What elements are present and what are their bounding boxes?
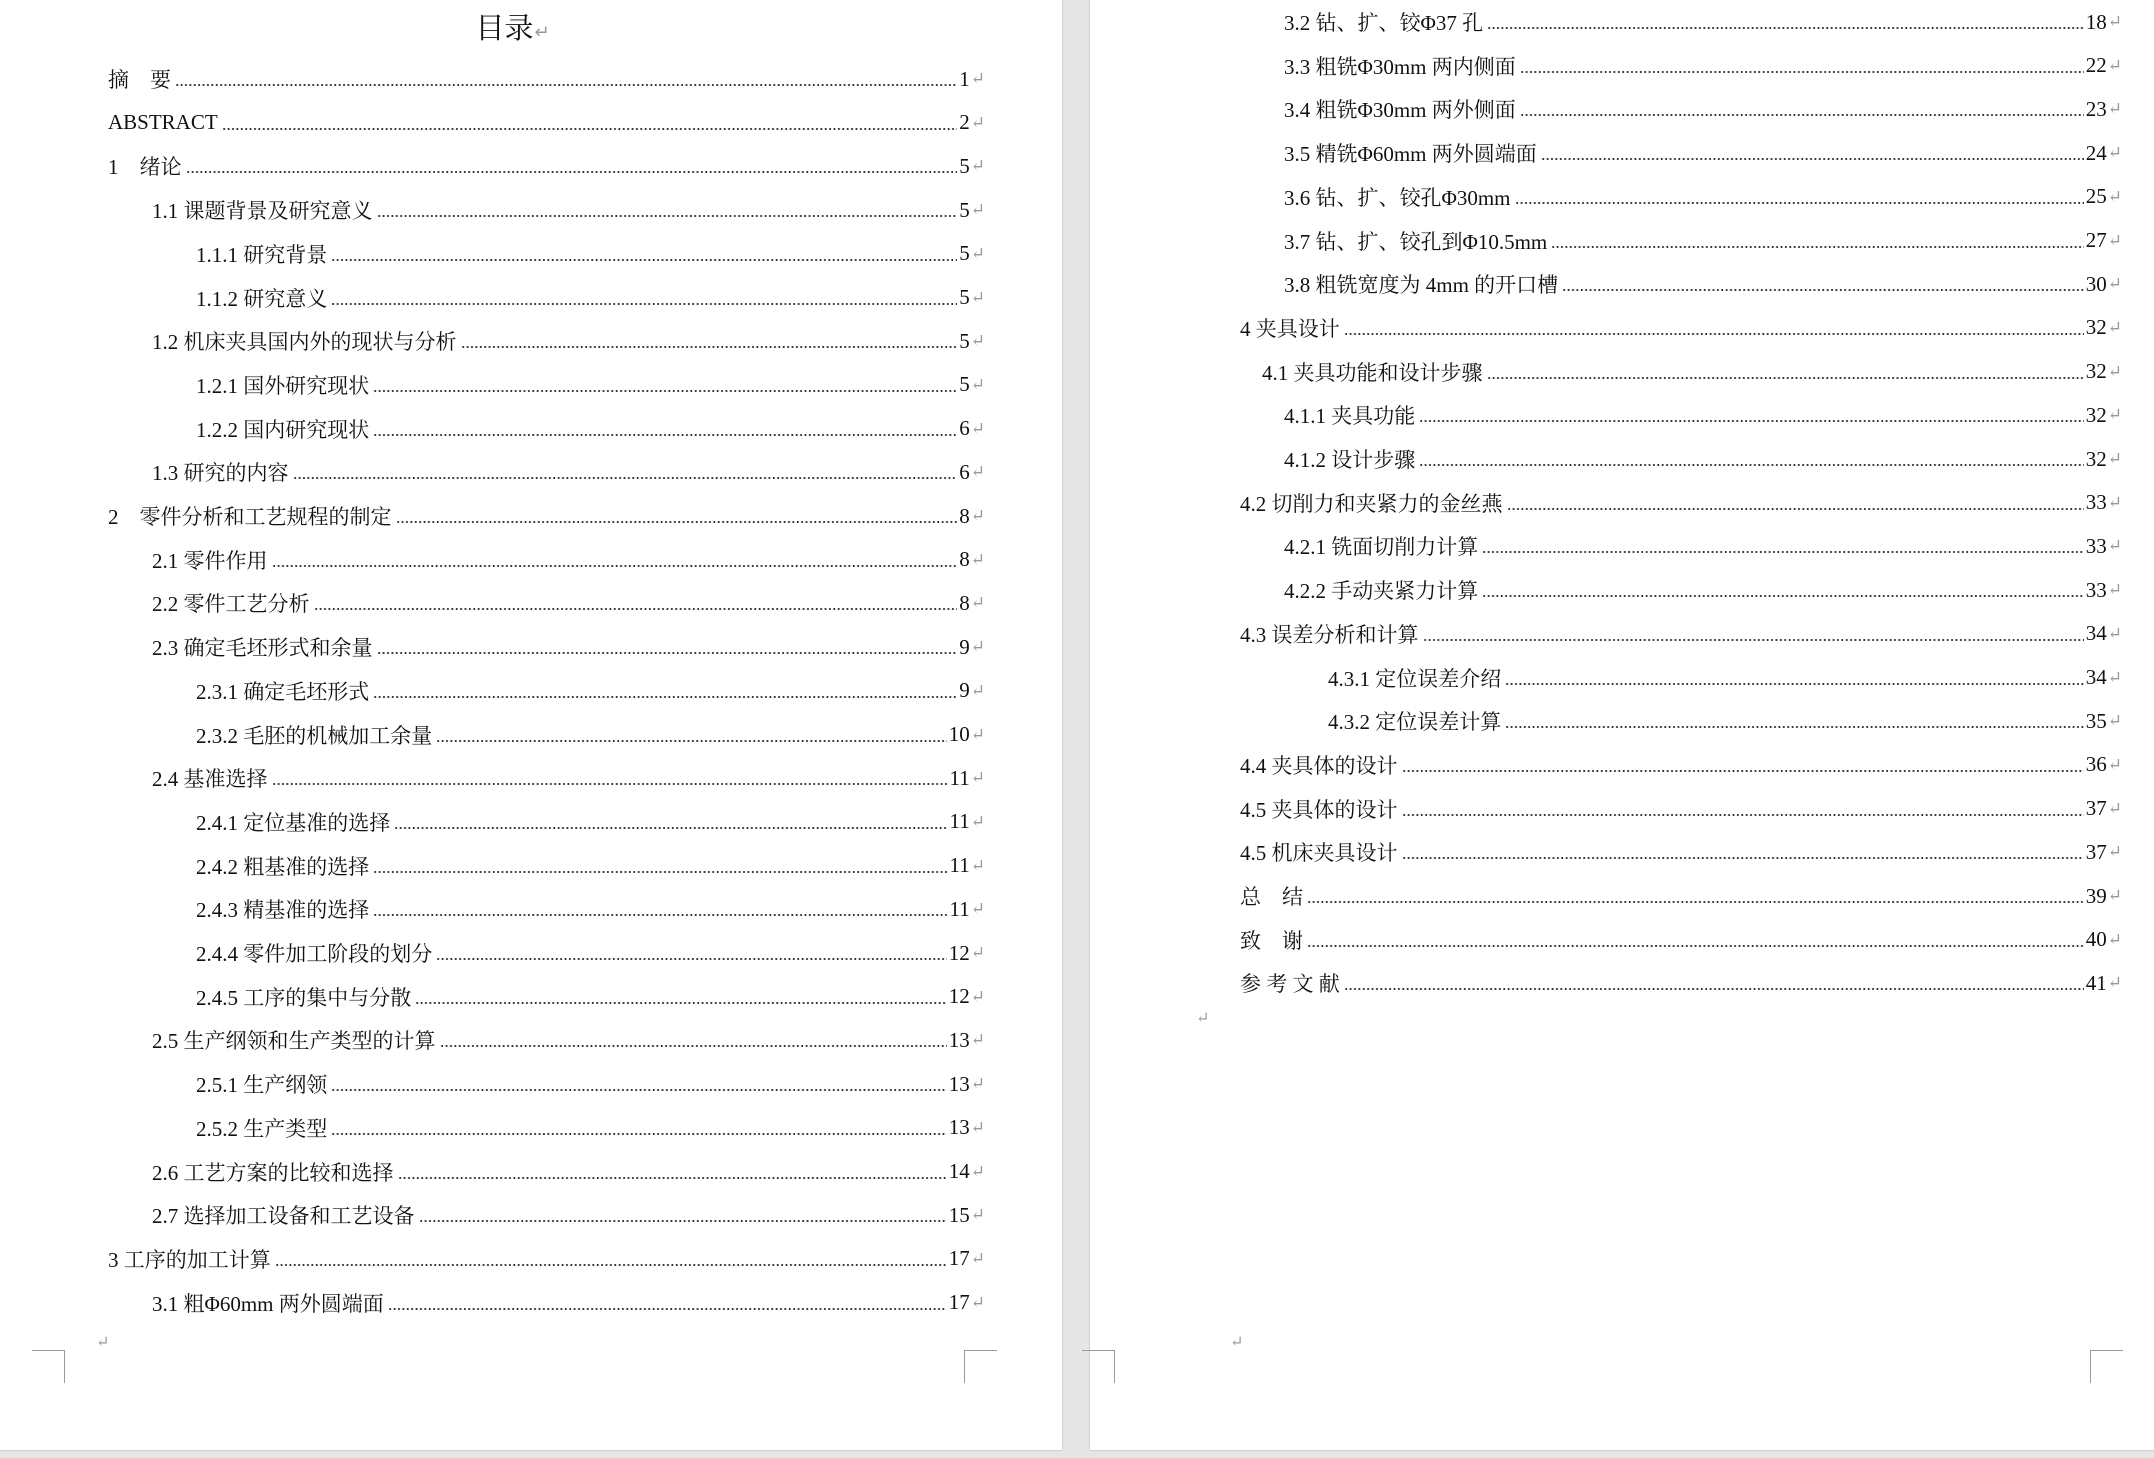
toc-dot-leader	[1520, 113, 2084, 117]
document-page-right	[1090, 0, 2154, 1450]
toc-dot-leader	[419, 1219, 947, 1223]
toc-entry-page-number: 40	[2085, 927, 2107, 952]
toc-entry-page-number: 12	[948, 984, 970, 1009]
toc-dot-leader	[373, 870, 947, 874]
toc-entry-page-number: 13	[948, 1115, 970, 1140]
toc-entry[interactable]	[1328, 656, 2122, 700]
toc-entry-label: 2.3.2 毛胚的机械加工余量	[196, 723, 433, 748]
paragraph-mark: ↵	[2107, 973, 2122, 993]
margin-corner-mark	[1082, 1350, 1115, 1383]
toc-entry-label: 4.4 夹具体的设计	[1240, 753, 1398, 778]
toc-dot-leader	[186, 170, 958, 174]
paragraph-mark: ↵	[970, 986, 985, 1006]
toc-entry[interactable]	[152, 538, 985, 582]
toc-entry-page-number: 11	[949, 896, 970, 921]
toc-entry-label: 4.1.1 夹具功能	[1284, 404, 1416, 429]
toc-entry[interactable]	[108, 101, 985, 145]
toc-entry-label: 4.3 误差分析和计算	[1240, 622, 1419, 647]
margin-corner-mark	[32, 1350, 65, 1383]
paragraph-mark: ↵	[2107, 99, 2122, 119]
toc-entry-page-number: 5	[959, 241, 970, 266]
paragraph-mark: ↵	[970, 1074, 985, 1094]
toc-entry-page-number: 11	[949, 853, 970, 878]
toc-entry-page-number: 35	[2085, 708, 2107, 733]
toc-entry-page-number: 5	[959, 197, 970, 222]
toc-entry[interactable]	[1240, 830, 2122, 874]
toc-entry-label: 3.1 粗Φ60mm 两外圆端面	[152, 1291, 384, 1316]
toc-entry[interactable]	[196, 713, 985, 757]
toc-entry[interactable]	[196, 407, 985, 451]
toc-entry-label: 3.8 粗铣宽度为 4mm 的开口槽	[1284, 273, 1559, 298]
toc-dot-leader	[1344, 987, 2084, 991]
paragraph-mark: ↵	[970, 637, 985, 657]
toc-entry-page-number: 34	[2085, 621, 2107, 646]
toc-dot-leader	[1307, 944, 2084, 948]
toc-entry-page-number: 11	[949, 809, 970, 834]
toc-entry-page-number: 8	[959, 590, 970, 615]
toc-entry-label: 2.1 零件作用	[152, 548, 268, 573]
toc-entry-page-number: 5	[959, 328, 970, 353]
toc-entry[interactable]	[1284, 262, 2122, 306]
toc-entry-page-number: 13	[948, 1027, 970, 1052]
toc-dot-leader	[272, 782, 948, 786]
toc-dot-leader	[272, 564, 958, 568]
paragraph-mark: ↵	[2107, 623, 2122, 643]
toc-entry-label: 2.4.5 工序的集中与分散	[196, 985, 412, 1010]
paragraph-mark: ↵	[970, 1205, 985, 1225]
toc-entry-page-number: 27	[2085, 228, 2107, 252]
toc-entry-label: 1.1.2 研究意义	[196, 286, 328, 311]
toc-dot-leader	[436, 739, 947, 743]
toc-entry-page-number: 37	[2085, 796, 2107, 821]
toc-dot-leader	[1562, 288, 2084, 292]
toc-entry-label: 2.5.1 生产纲领	[196, 1073, 328, 1098]
paragraph-mark: ↵	[2107, 842, 2122, 862]
toc-entry[interactable]	[196, 887, 985, 931]
toc-dot-leader	[331, 1132, 947, 1136]
toc-entry-label: 2.4.3 精基准的选择	[196, 898, 370, 923]
paragraph-mark: ↵	[2107, 798, 2122, 818]
toc-entry-page-number: 13	[948, 1071, 970, 1096]
toc-entry-label: 3.3 粗铣Φ30mm 两内侧面	[1284, 54, 1516, 79]
toc-dot-leader	[1515, 201, 2084, 205]
paragraph-mark: ↵	[970, 462, 985, 482]
toc-entry-label: 2.5.2 生产类型	[196, 1116, 328, 1141]
toc-entry-page-number: 33	[2085, 490, 2107, 515]
toc-entry-page-number: 18	[2085, 9, 2107, 34]
toc-dot-leader	[373, 695, 957, 699]
toc-dot-leader	[331, 302, 957, 306]
paragraph-mark: ↵	[2107, 754, 2122, 774]
toc-entry-label: 1.1 课题背景及研究意义	[152, 199, 373, 224]
toc-entry-page-number: 32	[2085, 402, 2107, 427]
paragraph-mark: ↵	[970, 1117, 985, 1137]
toc-entry-page-number: 32	[2085, 446, 2107, 471]
paragraph-mark: ↵	[2107, 449, 2122, 468]
toc-entry[interactable]	[196, 1106, 985, 1150]
toc-dot-leader	[461, 345, 958, 349]
paragraph-mark: ↵	[2107, 55, 2122, 75]
toc-entry[interactable]	[196, 232, 985, 276]
toc-entry-label: 4.1 夹具功能和设计步骤	[1262, 360, 1483, 385]
toc-entry-page-number: 36	[2085, 752, 2107, 777]
toc-dot-leader	[1419, 463, 2084, 467]
toc-entry[interactable]	[1240, 306, 2122, 350]
toc-entry[interactable]	[1328, 699, 2122, 743]
toc-entry-label: 2.4.1 定位基准的选择	[196, 810, 391, 835]
toc-entry[interactable]	[1284, 44, 2122, 88]
paragraph-mark: ↵	[970, 1292, 985, 1312]
toc-entry[interactable]	[196, 844, 985, 888]
toc-entry[interactable]	[108, 494, 985, 538]
toc-entry[interactable]	[1240, 612, 2122, 656]
toc-entry[interactable]	[1284, 0, 2122, 44]
toc-entry-label: 4.5 夹具体的设计	[1240, 797, 1398, 822]
toc-dot-leader	[1482, 550, 2084, 554]
margin-corner-mark	[964, 1350, 997, 1383]
paragraph-mark: ↵	[970, 811, 985, 831]
toc-entry[interactable]	[1284, 568, 2122, 612]
toc-entry-label: 4.3.1 定位误差介绍	[1328, 666, 1502, 691]
toc-entry-page-number: 24	[2085, 140, 2107, 165]
paragraph-mark: ↵	[2107, 361, 2122, 381]
toc-dot-leader	[222, 127, 958, 131]
toc-entry-page-number: 6	[959, 416, 970, 441]
paragraph-mark: ↵	[970, 418, 985, 438]
toc-entry-label: 3.7 钻、扩、铰孔到Φ10.5mm	[1284, 229, 1548, 254]
toc-entry-label: 2.3 确定毛坯形式和余量	[152, 636, 373, 661]
toc-dot-leader	[1541, 157, 2084, 161]
toc-entry-label: 2.6 工艺方案的比较和选择	[152, 1160, 394, 1185]
toc-entry-label: 总 结	[1240, 885, 1303, 909]
toc-entry[interactable]	[196, 1062, 985, 1106]
toc-entry-label: 3.4 粗铣Φ30mm 两外侧面	[1284, 98, 1516, 123]
toc-dot-leader	[1344, 332, 2084, 336]
toc-dot-leader	[373, 433, 957, 437]
paragraph-mark: ↵	[2107, 317, 2122, 337]
toc-entry[interactable]	[1284, 175, 2122, 219]
paragraph-mark: ↵	[2107, 492, 2122, 512]
toc-entry-label: 2.5 生产纲领和生产类型的计算	[152, 1029, 436, 1054]
paragraph-mark: ↵	[970, 899, 985, 919]
paragraph-mark: ↵	[970, 680, 985, 700]
toc-dot-leader	[1402, 769, 2084, 773]
toc-entry[interactable]	[1240, 743, 2122, 787]
toc-entry-label: 2 零件分析和工艺规程的制定	[108, 505, 392, 529]
paragraph-mark: ↵	[970, 1161, 985, 1181]
toc-entry-page-number: 17	[948, 1290, 970, 1315]
paragraph-mark: ↵	[970, 112, 985, 132]
toc-entry[interactable]	[1284, 524, 2122, 568]
toc-dot-leader	[1402, 856, 2084, 860]
toc-entry[interactable]	[1284, 393, 2122, 437]
toc-dot-leader	[331, 1088, 947, 1092]
toc-entry-page-number: 32	[2085, 315, 2107, 340]
paragraph-mark: ↵	[970, 243, 985, 263]
toc-entry-page-number: 23	[2085, 96, 2107, 121]
toc-dot-leader	[388, 1307, 947, 1311]
toc-entry-page-number: 15	[948, 1202, 970, 1227]
toc-entry-page-number: 10	[948, 722, 970, 746]
toc-entry[interactable]	[196, 800, 985, 844]
toc-entry-label: 2.3.1 确定毛坯形式	[196, 679, 370, 704]
toc-entry[interactable]	[152, 756, 985, 800]
toc-entry-label: 1.2.2 国内研究现状	[196, 417, 370, 442]
toc-entry[interactable]	[1240, 961, 2122, 1005]
toc-entry-label: 4.1.2 设计步骤	[1284, 448, 1416, 472]
paragraph-mark: ↵	[970, 855, 985, 875]
toc-entry-page-number: 8	[959, 547, 970, 572]
toc-dot-leader	[1487, 376, 2084, 380]
toc-entry[interactable]	[1284, 87, 2122, 131]
toc-entry-label: 2.2 零件工艺分析	[152, 592, 310, 617]
toc-dot-leader	[377, 214, 958, 218]
toc-entry-label: 4.2.2 手动夹紧力计算	[1284, 579, 1479, 604]
paragraph-mark: ↵	[970, 593, 985, 613]
paragraph-mark: ↵	[970, 943, 985, 962]
paragraph-mark: ↵	[2107, 230, 2122, 250]
toc-dot-leader	[175, 83, 957, 87]
toc-entry[interactable]	[152, 581, 985, 625]
paragraph-mark: ↵	[2107, 536, 2122, 556]
toc-entry[interactable]	[152, 1150, 985, 1194]
paragraph-mark: ↵	[2107, 186, 2122, 206]
paragraph-mark: ↵	[2107, 405, 2122, 425]
toc-dot-leader	[1551, 245, 2083, 249]
toc-entry[interactable]	[152, 319, 985, 363]
paragraph-mark: ↵	[2107, 580, 2122, 600]
toc-entry-label: 2.7 选择加工设备和工艺设备	[152, 1204, 415, 1229]
toc-entry-label: 4.2 切削力和夹紧力的金丝燕	[1240, 491, 1503, 516]
paragraph-mark: ↵	[970, 768, 985, 788]
toc-dot-leader	[373, 913, 947, 917]
toc-entry-page-number: 37	[2085, 839, 2107, 864]
toc-entry[interactable]	[152, 188, 985, 232]
toc-entry-page-number: 33	[2085, 577, 2107, 602]
paragraph-mark: ↵	[970, 374, 985, 394]
toc-entry-page-number: 32	[2085, 359, 2107, 384]
toc-dot-leader	[1482, 594, 2084, 598]
toc-entry-label: 1.1.1 研究背景	[196, 242, 328, 267]
toc-dot-leader	[275, 1263, 947, 1267]
toc-entry[interactable]	[152, 625, 985, 669]
toc-entry-label: 2.4 基准选择	[152, 767, 268, 792]
toc-dot-leader	[1507, 507, 2084, 511]
toc-entry[interactable]	[1240, 787, 2122, 831]
toc-entry-page-number: 11	[949, 765, 970, 790]
toc-dot-leader	[314, 607, 958, 611]
toc-entry-page-number: 5	[959, 372, 970, 397]
toc-entry-label: 1 绪论	[108, 155, 182, 180]
toc-entry-page-number: 1	[959, 66, 970, 91]
toc-entry-page-number: 8	[959, 503, 970, 528]
toc-entry[interactable]	[108, 57, 985, 101]
toc-entry-label: 摘 要	[108, 68, 171, 92]
toc-entry[interactable]	[152, 1281, 985, 1325]
paragraph-mark: ↵	[970, 200, 985, 220]
toc-entry[interactable]	[1262, 350, 2122, 394]
toc-entry-page-number: 2	[959, 110, 970, 135]
paragraph-mark: ↵	[970, 287, 985, 307]
toc-dot-leader	[1505, 725, 2084, 729]
toc-entry-label: 4.3.2 定位误差计算	[1328, 710, 1502, 735]
paragraph-mark: ↵	[2107, 12, 2122, 31]
toc-dot-leader	[1423, 638, 2084, 642]
toc-entry-page-number: 6	[959, 459, 970, 484]
toc-dot-leader	[415, 1001, 947, 1005]
paragraph-mark: ↵	[1230, 1334, 1244, 1351]
toc-entry[interactable]	[152, 1193, 985, 1237]
toc-entry-label: 4 夹具设计	[1240, 316, 1340, 341]
toc-entry-page-number: 5	[959, 153, 970, 178]
toc-entry-page-number: 22	[2085, 53, 2107, 78]
paragraph-mark: ↵	[2107, 667, 2122, 687]
toc-dot-leader	[377, 651, 958, 655]
paragraph-mark: ↵	[2107, 274, 2122, 294]
paragraph-mark: ↵	[2107, 711, 2122, 731]
toc-entry-page-number: 12	[948, 940, 970, 965]
toc-entry-page-number: 39	[2085, 883, 2107, 908]
toc-entry[interactable]	[108, 144, 985, 188]
toc-entry[interactable]	[196, 363, 985, 407]
toc-entry-label: 3.5 精铣Φ60mm 两外圆端面	[1284, 142, 1537, 167]
toc-dot-leader	[1307, 900, 2084, 904]
toc-dot-leader	[1520, 70, 2084, 74]
toc-entry-page-number: 34	[2085, 665, 2107, 689]
toc-entry[interactable]	[152, 450, 985, 494]
paragraph-mark: ↵	[2107, 886, 2122, 905]
toc-entry[interactable]	[108, 1237, 985, 1281]
toc-entry-label: 3.6 钻、扩、铰孔Φ30mm	[1284, 185, 1511, 210]
toc-entry-label: 4.2.1 铣面切削力计算	[1284, 535, 1479, 560]
toc-title: 目录↵	[475, 11, 550, 45]
toc-entry-page-number: 17	[948, 1246, 970, 1271]
toc-entry-label: 3 工序的加工计算	[108, 1247, 271, 1272]
toc-entry-page-number: 14	[948, 1159, 970, 1183]
paragraph-mark: ↵	[96, 1334, 110, 1351]
toc-entry-label: 3.2 钻、扩、铰Φ37 孔	[1284, 11, 1484, 35]
paragraph-mark: ↵	[970, 1248, 985, 1268]
toc-entry[interactable]	[196, 276, 985, 320]
toc-entry-page-number: 9	[959, 678, 970, 703]
toc-dot-leader	[1419, 419, 2084, 423]
toc-entry-page-number: 9	[959, 634, 970, 659]
paragraph-mark: ↵	[970, 506, 985, 525]
toc-entry-page-number: 30	[2085, 271, 2107, 296]
toc-dot-leader	[394, 826, 947, 830]
toc-entry-label: 1.2 机床夹具国内外的现状与分析	[152, 330, 457, 355]
margin-corner-mark	[2090, 1350, 2123, 1383]
toc-entry[interactable]	[196, 975, 985, 1019]
toc-entry-label: 1.3 研究的内容	[152, 461, 289, 486]
paragraph-mark: ↵	[970, 724, 985, 744]
paragraph-mark: ↵	[970, 1030, 985, 1050]
toc-entry-label: ABSTRACT	[108, 110, 218, 135]
toc-entry[interactable]	[1284, 219, 2122, 263]
toc-entry-label: 2.4.4 零件加工阶段的划分	[196, 942, 433, 966]
toc-entry[interactable]	[196, 669, 985, 713]
toc-dot-leader	[331, 258, 957, 262]
toc-dot-leader	[396, 520, 958, 524]
toc-entry[interactable]	[1240, 481, 2122, 525]
toc-dot-leader	[373, 389, 957, 393]
paragraph-mark: ↵	[970, 156, 985, 176]
toc-entry[interactable]	[196, 931, 985, 975]
paragraph-mark: ↵	[970, 69, 985, 88]
toc-entry-label: 1.2.1 国外研究现状	[196, 373, 370, 398]
toc-entry-page-number: 5	[959, 285, 970, 309]
toc-entry[interactable]	[1284, 437, 2122, 481]
paragraph-mark: ↵	[970, 331, 985, 351]
toc-entry-page-number: 33	[2085, 533, 2107, 558]
toc-dot-leader	[1487, 26, 2084, 30]
paragraph-mark: ↵	[2107, 929, 2122, 949]
toc-entry[interactable]	[152, 1018, 985, 1062]
toc-entry-label: 致 谢	[1240, 928, 1303, 953]
toc-entry-label: 2.4.2 粗基准的选择	[196, 854, 370, 879]
paragraph-mark: ↵	[2107, 143, 2122, 163]
paragraph-mark: ↵	[1196, 1010, 1210, 1027]
toc-entry-label: 参 考 文 献	[1240, 972, 1340, 997]
document-page-left	[0, 0, 1062, 1450]
toc-entry[interactable]	[1284, 131, 2122, 175]
toc-dot-leader	[440, 1044, 947, 1048]
toc-dot-leader	[1402, 813, 2084, 817]
toc-dot-leader	[1505, 682, 2084, 686]
toc-entry-page-number: 25	[2085, 184, 2107, 209]
paragraph-mark: ↵	[970, 549, 985, 569]
toc-entry[interactable]	[1240, 918, 2122, 962]
toc-entry-page-number: 41	[2085, 970, 2107, 995]
toc-dot-leader	[436, 957, 947, 961]
toc-dot-leader	[398, 1176, 947, 1180]
toc-entry[interactable]	[1240, 874, 2122, 918]
toc-entry-label: 4.5 机床夹具设计	[1240, 841, 1398, 866]
toc-dot-leader	[293, 476, 958, 480]
